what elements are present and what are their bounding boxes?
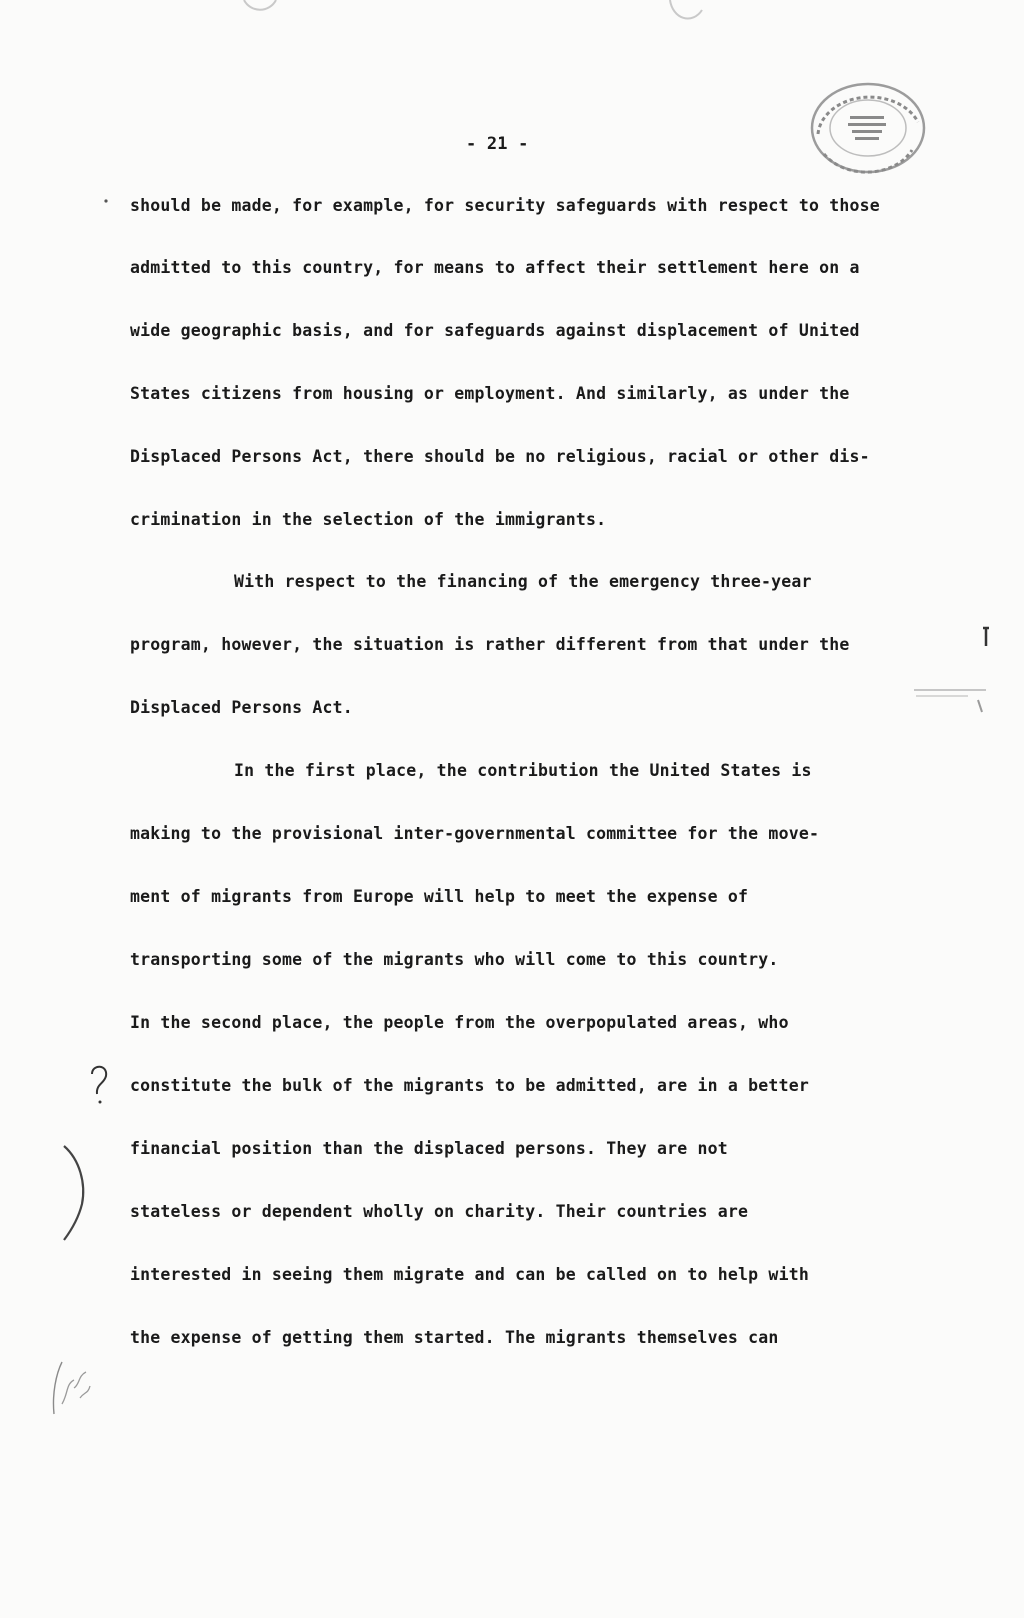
margin-mark-right [980, 626, 992, 648]
text-line: interested in seeing them migrate and can be called on to help with [130, 1265, 809, 1284]
text-line: admitted to this country, for means to affect their settlement here on a [130, 258, 860, 277]
archive-stamp [800, 78, 936, 176]
text-line: the expense of getting them started. The migrants themselves can [130, 1328, 779, 1347]
text-line: Displaced Persons Act, there should be no religious, racial or other dis- [130, 447, 870, 466]
text-line: constitute the bulk of the migrants to be admitted, are in a better [130, 1076, 809, 1095]
page-number: - 21 - [466, 134, 529, 154]
text-line: making to the provisional inter-governmental committee for the move- [130, 824, 820, 843]
handwritten-margin-note [44, 1354, 98, 1420]
punch-hole-left [240, 0, 280, 52]
text-line: wide geographic basis, and for safeguards against displacement of United [130, 321, 860, 340]
text-line: financial position than the displaced persons. They are not [130, 1139, 728, 1158]
text-line: transporting some of the migrants who will come to this country. [130, 950, 779, 969]
handwritten-bracket [58, 1140, 92, 1244]
margin-dot [102, 196, 110, 206]
handwritten-question-mark [84, 1062, 114, 1108]
text-line: should be made, for example, for security safeguards with respect to those [130, 196, 880, 215]
text-line: States citizens from housing or employment. And similarly, as under the [130, 384, 850, 403]
text-line: In the first place, the contribution the United States is [234, 761, 812, 780]
text-line: In the second place, the people from the overpopulated areas, who [130, 1013, 789, 1032]
margin-scribble-right [906, 676, 996, 716]
text-line: crimination in the selection of the immigrants. [130, 510, 607, 529]
text-line: program, however, the situation is rather different from that under the [130, 635, 850, 654]
text-line: Displaced Persons Act. [130, 698, 353, 717]
text-line: ment of migrants from Europe will help to meet the expense of [130, 887, 749, 906]
text-line: stateless or dependent wholly on charity. Their countries are [130, 1202, 749, 1221]
punch-hole-right [666, 0, 706, 52]
text-line: With respect to the financing of the emergency three-year [234, 572, 812, 591]
